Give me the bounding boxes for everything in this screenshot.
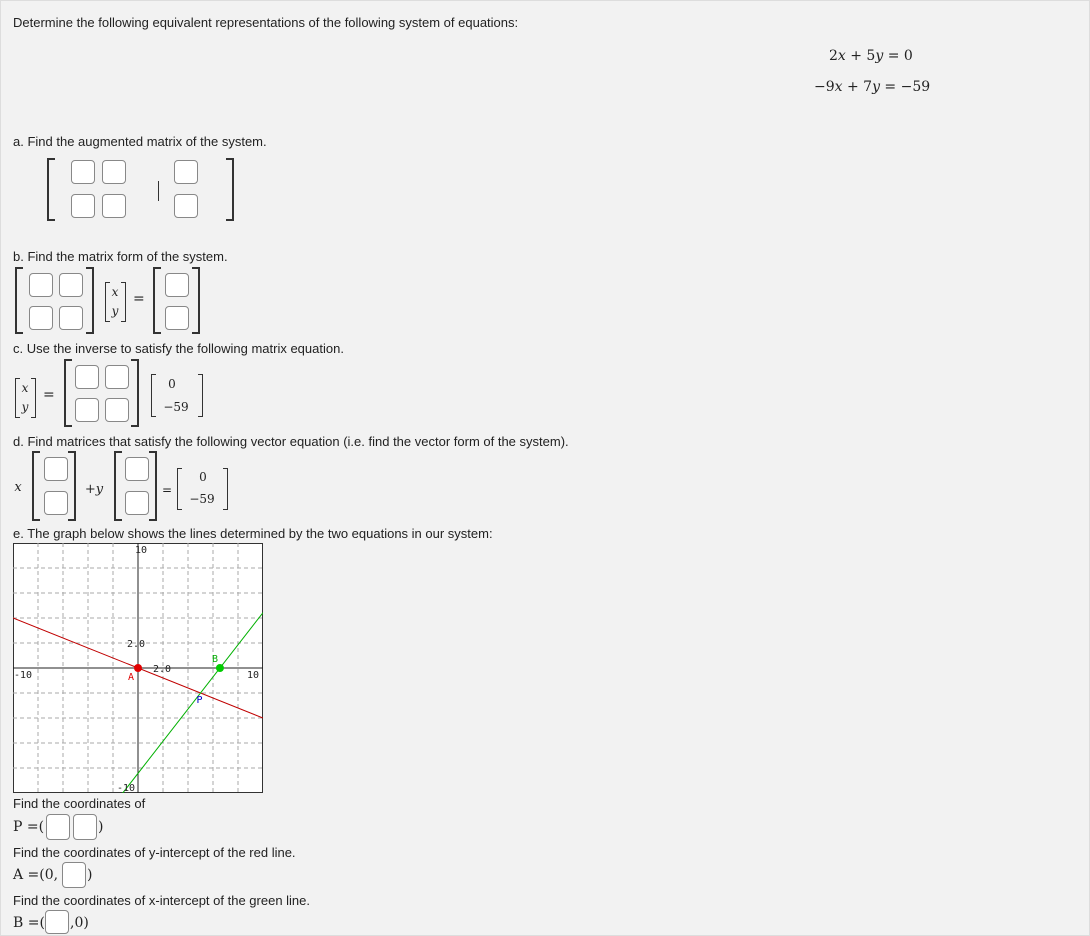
d-rhs-1: 0: [199, 470, 207, 484]
point-b-marker: [216, 664, 224, 672]
equation-2: −9𝑥 + 7𝑦 = −59: [814, 79, 931, 95]
tick-y-unit: 2.0: [127, 639, 146, 650]
b-rhs-2-input[interactable]: [165, 306, 189, 330]
p-y-input[interactable]: [73, 814, 97, 840]
b-var-right-bracket: [121, 282, 126, 322]
c-inv-a22-input[interactable]: [105, 398, 129, 422]
tick-x-unit: 2.0: [153, 664, 172, 675]
b-rhs-1-input[interactable]: [165, 273, 189, 297]
b-x-input[interactable]: [45, 910, 69, 934]
coords-heading: Find the coordinates of: [13, 796, 146, 811]
p-label: P =(: [13, 819, 45, 835]
c-inv-left-bracket: [64, 359, 72, 427]
point-b-label: B: [211, 654, 218, 665]
c-inv-a21-input[interactable]: [75, 398, 99, 422]
c-rhs-1: 0: [168, 377, 176, 391]
b-rhs-right-bracket: [192, 267, 200, 334]
c-var-x: x: [21, 381, 29, 395]
d-rhs-left-bracket: [177, 468, 182, 510]
d-coef-x: x: [14, 480, 22, 495]
aug-a22-input[interactable]: [102, 194, 126, 218]
aug-a12-input[interactable]: [102, 160, 126, 184]
d-col2-2-input[interactable]: [125, 491, 149, 515]
prompt-text: Determine the following equivalent representations of the following system of equations:: [13, 15, 519, 30]
tick-top: 10: [135, 545, 148, 556]
c-rhs-2: −59: [163, 400, 189, 414]
aug-divider: [158, 181, 159, 201]
aug-a21-input[interactable]: [71, 194, 95, 218]
d-rhs-2: −59: [189, 492, 215, 506]
aug-a11-input[interactable]: [71, 160, 95, 184]
aug-right-bracket: [226, 158, 234, 221]
d-rhs-right-bracket: [223, 468, 228, 510]
part-b-label: b. Find the matrix form of the system.: [13, 249, 228, 264]
part-a-label: a. Find the augmented matrix of the system.: [13, 134, 267, 149]
b-var-x: x: [111, 285, 119, 299]
point-a-marker: [134, 664, 142, 672]
aug-left-bracket: [47, 158, 55, 221]
d-col1-left-bracket: [32, 451, 40, 521]
b-coef-a11-input[interactable]: [29, 273, 53, 297]
c-equals: =: [43, 387, 55, 403]
p-x-input[interactable]: [46, 814, 70, 840]
d-coef-y: +y: [84, 482, 104, 497]
c-rhs-right-bracket: [198, 374, 203, 417]
b-equals: =: [133, 291, 145, 307]
a-close: ): [87, 867, 93, 883]
b-coef-left-bracket: [15, 267, 23, 334]
d-col1-right-bracket: [68, 451, 76, 521]
d-equals: =: [162, 483, 173, 497]
c-var-right-bracket: [31, 378, 36, 418]
a-heading: Find the coordinates of y-intercept of the red line.: [13, 845, 296, 860]
a-y-input[interactable]: [62, 862, 86, 888]
d-col2-1-input[interactable]: [125, 457, 149, 481]
b-coef-a22-input[interactable]: [59, 306, 83, 330]
part-c-label: c. Use the inverse to satisfy the following matrix equation.: [13, 341, 344, 356]
b-close: ,0): [70, 915, 89, 931]
b-coef-a21-input[interactable]: [29, 306, 53, 330]
b-var-y: y: [111, 304, 119, 318]
p-close: ): [98, 819, 104, 835]
b-label: B =(: [13, 915, 45, 931]
c-inv-right-bracket: [131, 359, 139, 427]
d-col1-1-input[interactable]: [44, 457, 68, 481]
b-coef-right-bracket: [86, 267, 94, 334]
c-var-y: y: [21, 400, 29, 414]
tick-bottom: -10: [117, 783, 136, 793]
aug-b1-input[interactable]: [174, 160, 198, 184]
aug-b2-input[interactable]: [174, 194, 198, 218]
b-heading: Find the coordinates of x-intercept of the green line.: [13, 893, 311, 908]
tick-left: -10: [14, 670, 33, 681]
point-a-label: A: [128, 672, 135, 683]
tick-right: 10: [247, 670, 260, 681]
d-col2-left-bracket: [114, 451, 122, 521]
c-inv-a12-input[interactable]: [105, 365, 129, 389]
c-inv-a11-input[interactable]: [75, 365, 99, 389]
a-label: A =(0,: [13, 867, 59, 883]
point-p-label: P: [196, 695, 203, 706]
equation-1: 2𝑥 + 5𝑦 = 0: [829, 48, 913, 64]
part-e-label: e. The graph below shows the lines determined by the two equations in our system:: [13, 526, 493, 541]
b-rhs-left-bracket: [153, 267, 161, 334]
graph: [13, 543, 263, 793]
part-d-label: d. Find matrices that satisfy the following vector equation (i.e. find the vector form of the system).: [13, 434, 569, 449]
d-col2-right-bracket: [149, 451, 157, 521]
b-coef-a12-input[interactable]: [59, 273, 83, 297]
d-col1-2-input[interactable]: [44, 491, 68, 515]
c-rhs-left-bracket: [151, 374, 156, 417]
